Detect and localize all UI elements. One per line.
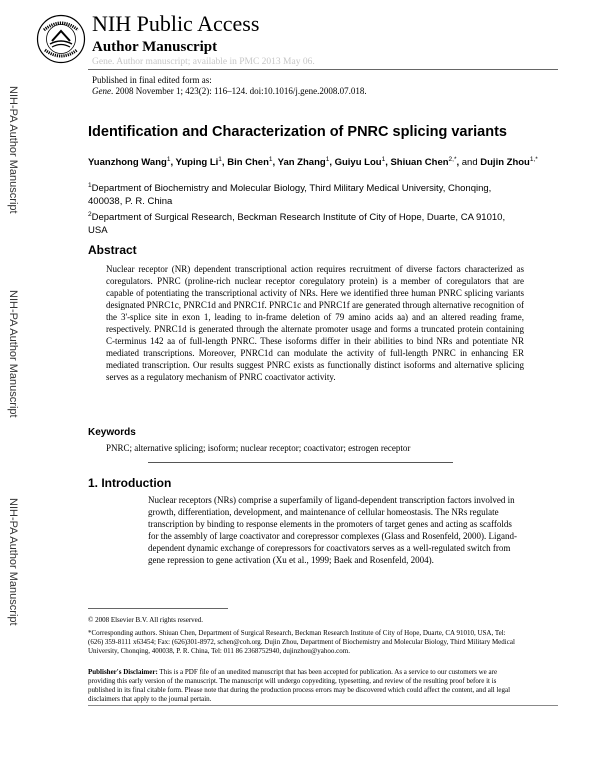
author-affiliation-mark: 2,* — [448, 156, 457, 163]
abstract-text: Nuclear receptor (NR) dependent transcriptional action requires recruitment of diverse factors characterized as coregulators. PNRC (proline-rich nuclear receptor coregulatory protein) is a member of coregulators that are capable of potentiating the transcriptional activity of NRs. Here we identified three human PNRC splicing variants designated PNRC1c, PNRC1d and PNRC1f. PNRC1c and PNRC1f are generated through alternative recognition of the 3'-splice site in exon 1, leading to in-frame deletion of 79 amino acids aa) and an altered reading frame, respectively. PNRC1d is generated through the alternate promoter usage and forms a truncated protein containing C-terminus 142 aa of full-length PNRC. These isoforms differ in their abilities to bind NRs and potentiate NR mediated transcriptions. Moreover, PNRC1d can modulate the activity of full-length PNRC in enhancing ER mediated transcription. Our results suggest PNRC exists as functionally distinct isoforms and alternative splicing serves as a regulatory mechanism of PNRC coactivator activity. — [106, 264, 524, 382]
introduction-text: Nuclear receptors (NRs) comprise a superfamily of ligand-dependent transcription factors involved in growth, differentiation, development, and maintenance of cellular homeostasis. The NRs regulate transcription by binding to response elements in the promoters of target genes and acting as scaffolds for the assembly of large coactivator and corepressor complexes (Glass and Rosenfeld, 2000). Ligand-dependent dynamic exchange of corepressors for coactivators serves as a well-regulated switch from gene repression to gene activation (Xu et al., 1999; Baek and Rosenfeld, 2004). — [148, 495, 517, 565]
affiliation-2 — [88, 209, 518, 237]
side-label-middle: NIH-PA Author Manuscript — [7, 290, 19, 418]
nih-seal-logo — [36, 14, 86, 64]
citation-details: . 2008 November 1; 423(2): 116–124. doi:10.1016/j.gene.2008.07.018. — [111, 86, 367, 96]
author-name: Bin Chen — [227, 157, 269, 169]
publisher-disclaimer — [88, 668, 518, 704]
side-label-bottom: NIH-PA Author Manuscript — [7, 498, 19, 626]
header-title: NIH Public Access — [92, 11, 260, 36]
author-affiliation-mark: 1 — [268, 156, 273, 163]
keywords-heading: Keywords — [88, 427, 136, 438]
author-name: Dujin Zhou — [480, 157, 530, 169]
article-title: Identification and Characterization of PNRC splicing variants — [88, 124, 507, 140]
published-in-label: Published in final edited form as: — [92, 75, 212, 85]
disclaimer-label: Publisher's Disclaimer: — [88, 668, 158, 676]
keywords-divider — [148, 462, 453, 463]
author-joiner: and — [461, 157, 478, 169]
introduction-heading: 1. Introduction — [88, 476, 172, 490]
disclaimer-divider — [88, 705, 558, 706]
author-affiliation-mark: 1 — [381, 156, 386, 163]
author-affiliation-mark: 1 — [218, 156, 222, 163]
header-subtitle: Author Manuscript — [92, 39, 218, 55]
affiliation-mark: 2 — [88, 211, 92, 218]
copyright-notice: © 2008 Elsevier B.V. All rights reserved. — [88, 616, 204, 624]
corresponding-author-note: *Corresponding authors. Shiuan Chen, Department of Surgical Research, Beckman Research Institute of City of Hope, Duarte, CA 91010, USA, Tel: (626) 359-8111 x63454; Fax: (626)301-8972, schen@coh.org. Dujin Zhou, Department of Biochemistry and Molecular Biology, Third Military Medical University, Chonqing, 400038, P. R. China, Tel: 011 86 2368752940, dujinzhou@yahoo.com. — [88, 629, 515, 655]
author-list: Yuanzhong Wang$^1$, Yuping Li$^1$, Bin Chen$^1$, Yan Zhang$^1$, Guiyu Lou$^1$, Shiuan Chen$^{2,*}$, and Dujin Zhou$^{1,*}$ — [88, 156, 538, 169]
abstract-heading: Abstract — [88, 243, 137, 257]
affiliation-text: Department of Biochemistry and Molecular Biology, Third Military Medical University, Chonqing, 400038, P. R. China — [88, 183, 492, 207]
author-name: Yuanzhong Wang — [88, 157, 167, 169]
header-watermark: Gene. Author manuscript; available in PMC 2013 May 06. — [92, 57, 315, 67]
journal-name: Gene — [92, 86, 111, 96]
author-name: Shiuan Chen — [390, 157, 449, 169]
author-name: Yan Zhang — [277, 157, 326, 169]
author-name: Yuping Li — [175, 157, 219, 169]
disclaimer-text: This is a PDF file of an unedited manuscript that has been accepted for publication. As a service to our customers we are providing this early version of the manuscript. The manuscript will undergo copyediting, typesetting, and review of the resulting proof before it is published in its final citable form. Please note that during the production process errors may be discovered which could affect the content, and all legal disclaimers that apply to the journal pertain. — [88, 668, 511, 703]
affiliation-mark: 1 — [88, 182, 92, 189]
keywords-list: PNRC; alternative splicing; isoform; nuclear receptor; coactivator; estrogen receptor — [106, 443, 411, 453]
author-affiliation-mark: 1 — [325, 156, 330, 163]
author-affiliation-mark: 1,* — [529, 156, 538, 163]
citation-line — [92, 86, 367, 97]
author-affiliation-mark: 1 — [166, 156, 171, 163]
header-divider — [88, 69, 558, 70]
side-label-top: NIH-PA Author Manuscript — [7, 86, 19, 214]
affiliation-text: Department of Surgical Research, Beckman Research Institute of City of Hope, Duarte, CA 91010, USA — [88, 212, 506, 236]
affiliation-1 — [88, 180, 518, 208]
author-name: Guiyu Lou — [334, 157, 382, 169]
footnote-divider — [88, 608, 228, 609]
